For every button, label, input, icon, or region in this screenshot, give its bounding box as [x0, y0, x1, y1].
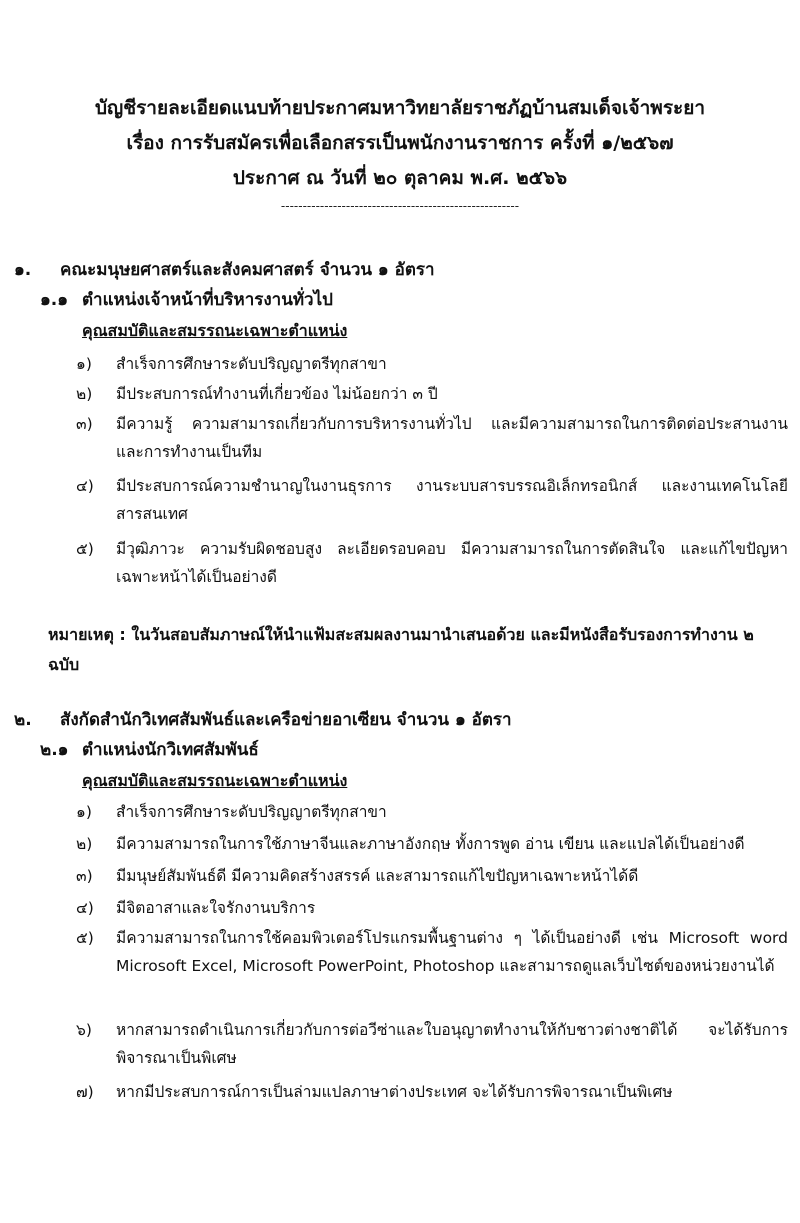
list-item: ๑) สำเร็จการศึกษาระดับปริญญาตรีทุกสาขา [76, 803, 387, 821]
section-2-number: ๒. [14, 710, 32, 730]
position-1-1-heading [40, 288, 333, 312]
list-item: ๔) มีจิตอาสาและใจรักงานบริการ [76, 899, 316, 917]
qualifications-heading-2: คุณสมบัติและสมรรถนะเฉพาะตำแหน่ง [82, 771, 348, 790]
list-item: ๔) มีประสบการณ์ความชำนาญในงานธุรการ งานระบบสารบรรณอิเล็กทรอนิกส์ และงานเทคโนโลยีสารสนเทศ [76, 477, 788, 523]
list-item: ๑) สำเร็จการศึกษาระดับปริญญาตรีทุกสาขา [76, 355, 387, 373]
list-item: ๗) หากมีประสบการณ์การเป็นล่ามแปลภาษาต่างประเทศ จะได้รับการพิจารณาเป็นพิเศษ [76, 1083, 673, 1101]
section-1-number: ๑. [14, 260, 32, 280]
list-item: ๖) หากสามารถดำเนินการเกี่ยวกับการต่อวีซ่าและใบอนุญาตทำงานให้กับชาวต่างชาติได้ จะได้รับการพิจารณาเป็นพิเศษ [76, 1021, 788, 1067]
section-1-title: คณะมนุษยศาสตร์และสังคมศาสตร์ จำนวน ๑ อัตรา [60, 260, 435, 280]
list-item: ๕) มีความสามารถในการใช้คอมพิวเตอร์โปรแกรมพื้นฐานต่าง ๆ ได้เป็นอย่างดี เช่น Microsoft word Microsoft Excel, Microsoft PowerPoint, Photoshop และสามารถดูแลเว็บไซต์ของหน่วยงานได้ [76, 929, 788, 975]
list-item: ๕) มีวุฒิภาวะ ความรับผิดชอบสูง ละเอียดรอบคอบ มีความสามารถในการตัดสินใจ และแก้ไขปัญหาเฉพาะหน้าได้เป็นอย่างดี [76, 540, 788, 586]
position-2-1-title: ตำแหน่งนักวิเทศสัมพันธ์ [82, 740, 259, 760]
note-text: ในวันสอบสัมภาษณ์ให้นำแฟ้มสะสมผลงานมานำเสนอด้วย และมีหนังสือรับรองการทำงาน ๒ ฉบับ [48, 625, 754, 674]
position-1-1-number: ๑.๑ [40, 290, 69, 310]
announcement-date: ประกาศ ณ วันที่ ๒๐ ตุลาคม พ.ศ. ๒๕๖๖ [232, 167, 568, 189]
qualifications-heading-1: คุณสมบัติและสมรรถนะเฉพาะตำแหน่ง [82, 321, 348, 340]
section-1-heading [14, 258, 435, 282]
position-2-1-number: ๒.๑ [40, 740, 69, 760]
position-2-1-heading [40, 738, 259, 762]
document-title-line-1: บัญชีรายละเอียดแนบท้ายประกาศมหาวิทยาลัยราชภัฏบ้านสมเด็จเจ้าพระยา [94, 97, 706, 119]
section-2-title: สังกัดสำนักวิเทศสัมพันธ์และเครือข่ายอาเซียน จำนวน ๑ อัตรา [60, 710, 512, 730]
separator-line: ------------------------------------------------------- [280, 199, 520, 213]
list-item: ๒) มีความสามารถในการใช้ภาษาจีนและภาษาอังกฤษ ทั้งการพูด อ่าน เขียน และแปลได้เป็นอย่างดี [76, 835, 745, 853]
document-title-line-2: เรื่อง การรับสมัครเพื่อเลือกสรรเป็นพนักงานราชการ ครั้งที่ ๑/๒๕๖๗ [126, 132, 674, 154]
note [48, 620, 790, 680]
position-1-1-title: ตำแหน่งเจ้าหน้าที่บริหารงานทั่วไป [82, 290, 333, 310]
section-2-heading [14, 708, 512, 732]
list-item: ๓) มีมนุษย์สัมพันธ์ดี มีความคิดสร้างสรรค์ และสามารถแก้ไขปัญหาเฉพาะหน้าได้ดี [76, 867, 639, 885]
list-item: ๒) มีประสบการณ์ทำงานที่เกี่ยวข้อง ไม่น้อยกว่า ๓ ปี [76, 385, 438, 403]
list-item: ๓) มีความรู้ ความสามารถเกี่ยวกับการบริหารงานทั่วไป และมีความสามารถในการติดต่อประสานงาน และการทำงานเป็นทีม [76, 415, 788, 461]
note-label: หมายเหตุ : [48, 625, 126, 644]
